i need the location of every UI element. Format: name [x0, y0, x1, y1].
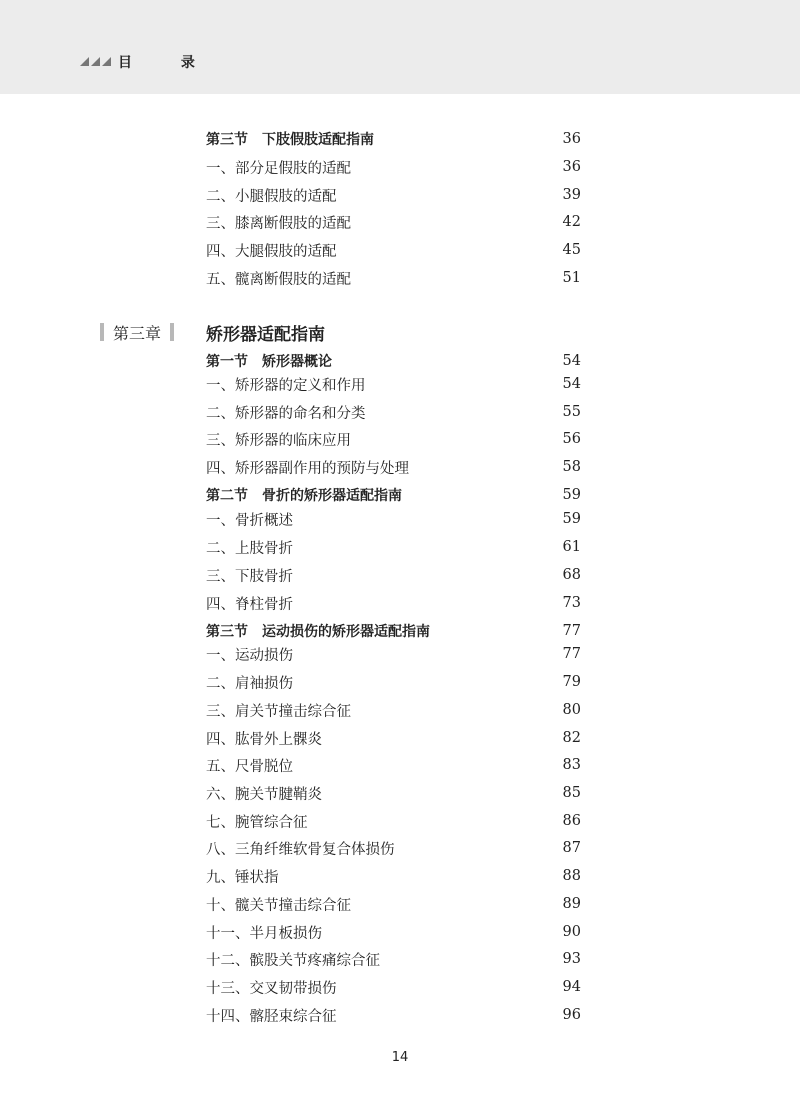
toc-entry-title: 一、骨折概述	[206, 512, 293, 529]
toc-entry-title: 二、肩袖损伤	[206, 675, 293, 692]
toc-entry-page: 54	[562, 376, 581, 392]
toc-entry-title: 十四、髂胫束综合征	[206, 1008, 337, 1025]
toc-entry[interactable]	[206, 810, 581, 832]
toc-entry-page: 36	[562, 159, 581, 175]
toc-entry-title: 八、三角纤维软骨复合体损伤	[206, 841, 395, 858]
toc-entry[interactable]	[206, 865, 581, 887]
toc-entry-title: 十三、交叉韧带损伤	[206, 980, 337, 997]
toc-entry-title: 五、髋离断假肢的适配	[206, 271, 351, 288]
toc-entry-title: 三、矫形器的临床应用	[206, 432, 351, 449]
toc-entry-page: 83	[562, 757, 581, 773]
header-title: 目 录	[118, 55, 217, 71]
toc-entry-title: 九、锤状指	[206, 869, 279, 886]
toc-entry-page: 36	[562, 131, 581, 147]
toc-entry[interactable]	[206, 401, 581, 423]
toc-entry-page: 88	[562, 868, 581, 884]
toc-entry[interactable]	[206, 643, 581, 665]
chapter-bar-right	[170, 323, 174, 341]
toc-entry[interactable]	[206, 837, 581, 859]
toc-entry-title: 二、小腿假肢的适配	[206, 188, 337, 205]
toc-section[interactable]	[206, 128, 581, 150]
toc-entry[interactable]	[206, 948, 581, 970]
toc-entry-title: 四、大腿假肢的适配	[206, 243, 337, 260]
toc-entry[interactable]	[206, 428, 581, 450]
toc-section[interactable]	[206, 350, 581, 372]
toc-entry-title: 一、部分足假肢的适配	[206, 160, 351, 177]
toc-entry-title: 五、尺骨脱位	[206, 758, 293, 775]
toc-entry-page: 51	[562, 270, 581, 286]
toc-entry-page: 42	[562, 214, 581, 230]
toc-entry-page: 86	[562, 813, 581, 829]
toc-entry-page: 59	[562, 511, 581, 527]
toc-entry-page: 68	[562, 567, 581, 583]
toc-entry-title: 第二节 骨折的矫形器适配指南	[206, 488, 402, 504]
toc-entry[interactable]	[206, 976, 581, 998]
toc-entry[interactable]	[206, 1004, 581, 1026]
toc-entry[interactable]	[206, 373, 581, 395]
toc-entry[interactable]	[206, 211, 581, 233]
toc-entry[interactable]	[206, 893, 581, 915]
toc-entry-title: 三、肩关节撞击综合征	[206, 703, 351, 720]
toc-entry[interactable]	[206, 267, 581, 289]
toc-entry[interactable]	[206, 699, 581, 721]
toc-entry-page: 77	[562, 623, 581, 639]
toc-entry-title: 第一节 矫形器概论	[206, 354, 332, 370]
toc-entry-page: 59	[562, 487, 581, 503]
toc-entry[interactable]	[206, 671, 581, 693]
toc-entry-page: 39	[562, 187, 581, 203]
toc-entry-page: 56	[562, 431, 581, 447]
toc-entry-title: 四、肱骨外上髁炎	[206, 731, 322, 748]
toc-entry-page: 82	[562, 730, 581, 746]
toc-entry-title: 十二、髌股关节疼痛综合征	[206, 952, 380, 969]
toc-entry[interactable]	[206, 156, 581, 178]
toc-entry[interactable]	[206, 782, 581, 804]
toc-entry-title: 七、腕管综合征	[206, 814, 308, 831]
toc-entry-title: 第三节 运动损伤的矫形器适配指南	[206, 624, 430, 640]
header-arrows-icon	[80, 57, 111, 66]
toc-entry-title: 一、矫形器的定义和作用	[206, 377, 366, 394]
toc-entry-page: 90	[562, 924, 581, 940]
chapter-label	[100, 321, 174, 343]
toc-entry-title: 十一、半月板损伤	[206, 925, 322, 942]
toc-entry-title: 第三节 下肢假肢适配指南	[206, 132, 374, 148]
toc-entry[interactable]	[206, 536, 581, 558]
toc-entry-page: 58	[562, 459, 581, 475]
toc-entry-page: 54	[562, 353, 581, 369]
toc-entry-page: 73	[562, 595, 581, 611]
toc-entry[interactable]	[206, 184, 581, 206]
toc-entry[interactable]	[206, 727, 581, 749]
toc-entry-title: 三、下肢骨折	[206, 568, 293, 585]
toc-entry[interactable]	[206, 921, 581, 943]
toc-entry-title: 三、膝离断假肢的适配	[206, 215, 351, 232]
toc-entry-title: 四、矫形器副作用的预防与处理	[206, 460, 409, 477]
toc-entry[interactable]	[206, 564, 581, 586]
toc-entry-page: 87	[562, 840, 581, 856]
toc-entry[interactable]	[206, 456, 581, 478]
toc-entry-page: 79	[562, 674, 581, 690]
toc-entry-page: 89	[562, 896, 581, 912]
toc-entry-page: 85	[562, 785, 581, 801]
toc-entry-title: 六、腕关节腱鞘炎	[206, 786, 322, 803]
chapter-title[interactable]: 矫形器适配指南	[206, 325, 325, 345]
toc-entry-title: 二、上肢骨折	[206, 540, 293, 557]
running-header	[0, 0, 800, 94]
page-number: 14	[391, 1050, 409, 1065]
toc-section[interactable]	[206, 484, 581, 506]
toc-entry-title: 一、运动损伤	[206, 647, 293, 664]
toc-entry-page: 77	[562, 646, 581, 662]
toc-section[interactable]	[206, 620, 581, 642]
toc-entry-page: 45	[562, 242, 581, 258]
toc-entry-title: 十、髋关节撞击综合征	[206, 897, 351, 914]
toc-entry-page: 80	[562, 702, 581, 718]
toc-entry[interactable]	[206, 508, 581, 530]
toc-entry-title: 二、矫形器的命名和分类	[206, 405, 366, 422]
chapter-number: 第三章	[113, 323, 162, 343]
toc-entry[interactable]	[206, 239, 581, 261]
toc-entry-page: 94	[562, 979, 581, 995]
toc-entry[interactable]	[206, 754, 581, 776]
toc-entry[interactable]	[206, 592, 581, 614]
toc-entry-page: 61	[562, 539, 581, 555]
toc-entry-page: 55	[562, 404, 581, 420]
toc-entry-title: 四、脊柱骨折	[206, 596, 293, 613]
toc-entry-page: 96	[562, 1007, 581, 1023]
toc-entry-page: 93	[562, 951, 581, 967]
